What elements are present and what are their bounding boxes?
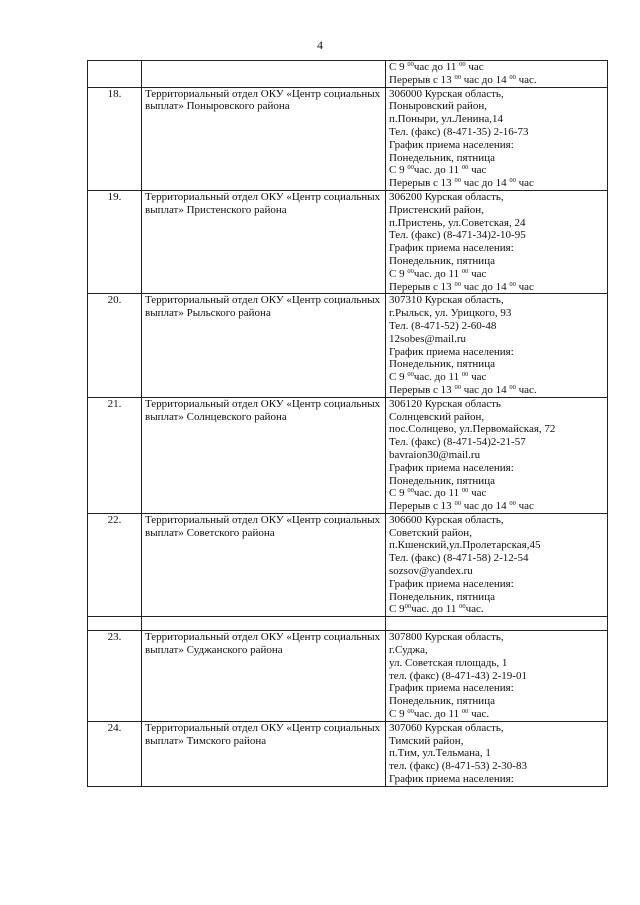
offices-table [87, 60, 608, 787]
info-line: sozsov@yandex.ru [389, 565, 473, 578]
name-cell [142, 61, 386, 88]
info-line: Перерыв с 13 $^{00}$ час до 14 $^{00}$ час. [389, 73, 537, 86]
info-line: Тел. (факс) (8-471-35) 2-16-73 [389, 125, 529, 138]
office-name: Территориальный отдел ОКУ «Центр социальных выплат» Солнцевского района [142, 397, 386, 513]
table-row-spacer [88, 617, 608, 631]
row-number: 24. [88, 721, 142, 786]
info-line: тел. (факс) (8-471-43) 2-19-01 [389, 669, 527, 682]
info-line: График приема населения: [389, 138, 514, 151]
info-line: пос.Солнцево, ул.Первомайская, 72 [389, 423, 556, 436]
info-line: Солнцевский район, [389, 410, 485, 423]
info-line: С 9 $^{00}$час. до 11 $^{00}$ час [389, 487, 487, 500]
info-line: 307060 Курская область, [389, 721, 504, 734]
info-line: 306120 Курская область [389, 397, 501, 410]
info-line: График приема населения: [389, 242, 514, 255]
office-name: Территориальный отдел ОКУ «Центр социальных выплат» Советского района [142, 513, 386, 616]
info-line: Понедельник, пятница [389, 474, 495, 487]
info-line: bavraion30@mail.ru [389, 448, 481, 461]
row-number: 21. [88, 397, 142, 513]
spacer-cell [386, 617, 608, 631]
info-line: Понедельник, пятница [389, 151, 495, 164]
info-line: п.Тим, ул.Тельмана, 1 [389, 747, 491, 760]
info-line: Перерыв с 13 $^{00}$ час до 14 $^{00}$ час [389, 500, 534, 513]
offices-table-body [88, 61, 608, 787]
info-line: Советский район, [389, 526, 472, 539]
info-line: п.Кшенский,ул.Пролетарская,45 [389, 539, 541, 552]
info-line: Тел. (8-471-52) 2-60-48 [389, 319, 497, 332]
info-line: 307800 Курская область, [389, 631, 504, 644]
office-name: Территориальный отдел ОКУ «Центр социальных выплат» Рыльского района [142, 294, 386, 397]
office-name: Территориальный отдел ОКУ «Центр социальных выплат» Тимского района [142, 721, 386, 786]
office-name: Территориальный отдел ОКУ «Центр социальных выплат» Поныровского района [142, 87, 386, 190]
info-line: п.Пристень, ул.Советская, 24 [389, 216, 526, 229]
info-line: График приема населения: [389, 461, 514, 474]
table-row [88, 294, 608, 397]
table-row [88, 721, 608, 786]
office-contacts [386, 190, 608, 293]
info-line: Тимский район, [389, 734, 464, 747]
info-cell [386, 61, 608, 88]
info-line: Тел. (факс) (8-471-34)2-10-95 [389, 229, 526, 242]
office-contacts [386, 294, 608, 397]
row-number: 22. [88, 513, 142, 616]
row-number: 18. [88, 87, 142, 190]
info-line: С $9^{00}час$. до 11 $^{00}$час. [389, 603, 484, 616]
info-line: С 9 $^{00}$час. до 11 $^{00}$ час. [389, 708, 490, 721]
table-row [88, 513, 608, 616]
info-line: С 9 $^{00}$час. до 11 $^{00}$ час [389, 267, 487, 280]
page-number: 4 [317, 38, 323, 52]
info-line: Понедельник, пятница [389, 695, 495, 708]
office-contacts [386, 397, 608, 513]
row-number: 20. [88, 294, 142, 397]
info-line: Тел. (факс) (8-471-58) 2-12-54 [389, 552, 529, 565]
table-row-continuation [88, 61, 608, 88]
info-line: График приема населения: [389, 682, 514, 695]
info-line: Понедельник, пятница [389, 590, 495, 603]
spacer-cell [142, 617, 386, 631]
info-line: Тел. (факс) (8-471-54)2-21-57 [389, 436, 526, 449]
info-line: С 9 $^{00}$час. до 11 $^{00}$ час [389, 164, 487, 177]
info-line: 12sobes@mail.ru [389, 332, 467, 345]
info-line: Поныровский район, [389, 100, 488, 113]
info-line: С 9 $^{00}$час до 11 $^{00}$ час [389, 61, 484, 73]
info-line: Пристенский район, [389, 203, 484, 216]
info-line: г.Суджа, [389, 644, 428, 657]
info-line: тел. (факс) (8-471-53) 2-30-83 [389, 760, 527, 773]
table-row [88, 631, 608, 722]
office-name: Территориальный отдел ОКУ «Центр социальных выплат» Суджанского района [142, 631, 386, 722]
info-line: С 9 $^{00}$час. до 11 $^{00}$ час [389, 371, 487, 384]
office-contacts [386, 513, 608, 616]
office-contacts [386, 87, 608, 190]
office-contacts [386, 631, 608, 722]
info-line: Перерыв с 13 $^{00}$ час до 14 $^{00}$ час [389, 177, 534, 190]
office-name: Территориальный отдел ОКУ «Центр социальных выплат» Пристенского района [142, 190, 386, 293]
spacer-cell [88, 617, 142, 631]
info-line: График приема населения: [389, 577, 514, 590]
info-line: 306000 Курская область, [389, 87, 504, 100]
info-line: ул. Советская площадь, 1 [389, 656, 508, 669]
info-line: Перерыв с 13 $^{00}$ час до 14 $^{00}$ час. [389, 383, 537, 396]
info-line: 306600 Курская область, [389, 513, 504, 526]
info-line: 307310 Курская область, [389, 294, 504, 307]
info-line: п.Поныри, ул.Ленина,14 [389, 113, 504, 126]
row-number: 23. [88, 631, 142, 722]
table-row [88, 397, 608, 513]
info-line: Понедельник, пятница [389, 254, 495, 267]
info-line: График приема населения: [389, 345, 514, 358]
info-line: Перерыв с 13 $^{00}$ час до 14 $^{00}$ час [389, 280, 534, 293]
info-line: г.Рыльск, ул. Урицкого, 93 [389, 307, 512, 320]
row-number: 19. [88, 190, 142, 293]
info-line: График приема населения: [389, 773, 514, 786]
office-contacts [386, 721, 608, 786]
num-cell [88, 61, 142, 88]
table-row [88, 190, 608, 293]
info-line: Понедельник, пятница [389, 358, 495, 371]
info-line: 306200 Курская область, [389, 190, 504, 203]
table-row [88, 87, 608, 190]
